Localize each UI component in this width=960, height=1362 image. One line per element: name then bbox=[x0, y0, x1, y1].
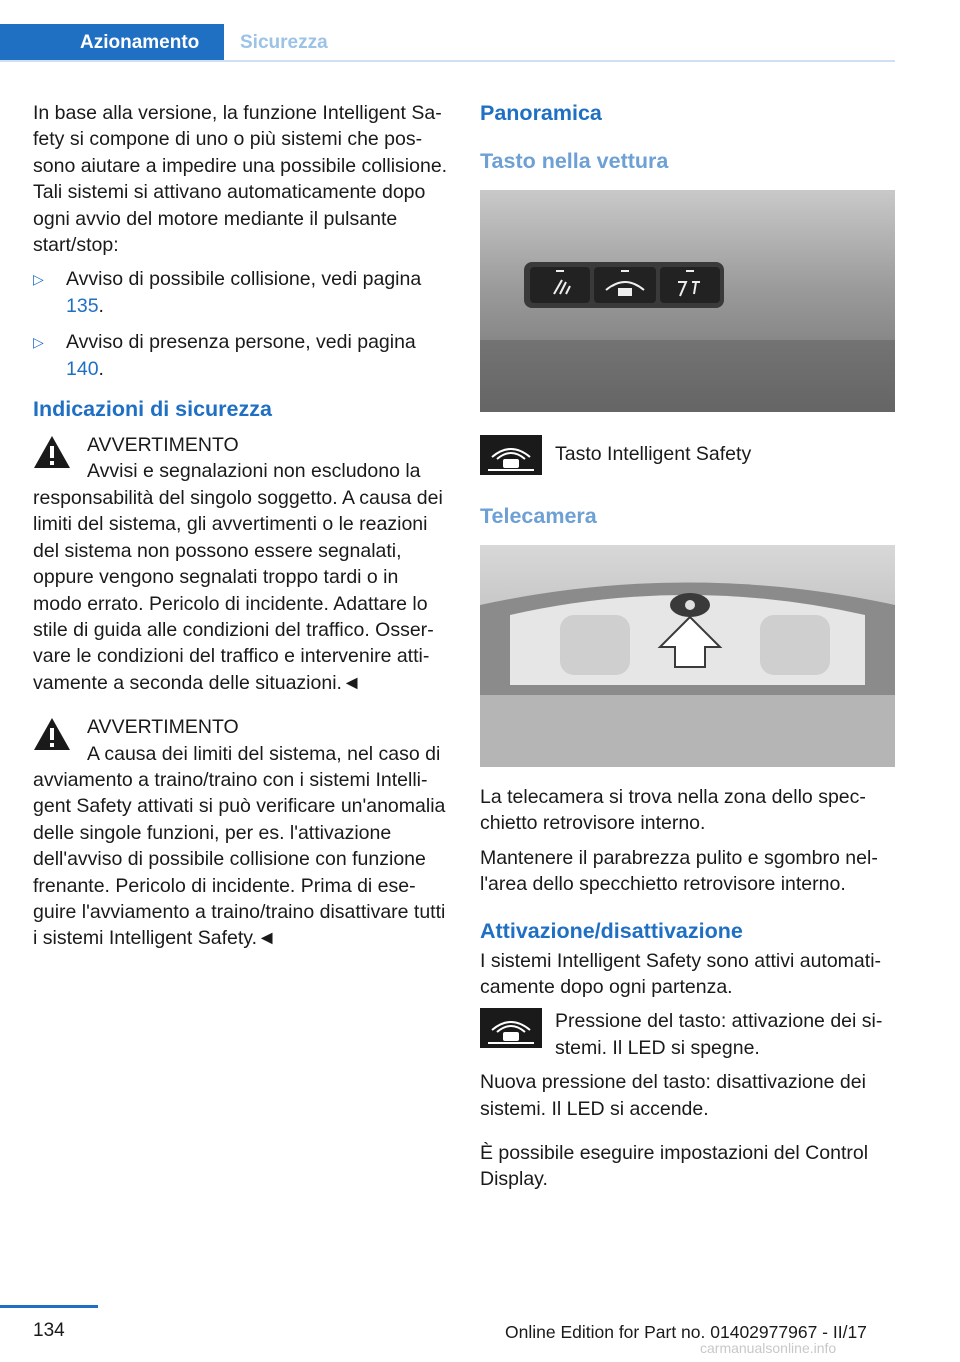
warning-text: A causa dei limiti del sistema, nel caso di avviamento a traino/traino con i sistemi Intelligent Safety attivati si può verificare un'anomalia delle singole funzioni, per es. l'attivazione dell'avviso di possibile collisione con funzione frenante. Pericolo di incidente. Prima di eseguire l'avviamento a traino/traino disattivare tutti i sistemi Intelligent Safety.◄ bbox=[33, 742, 446, 950]
key-press-text: Pressione del tasto: attivazione dei sistemi. Il LED si spegne. bbox=[555, 1010, 883, 1059]
list-item: ▷ Avviso di possibile collisione, vedi pagina 135. bbox=[33, 268, 422, 317]
intelligent-safety-key-icon bbox=[480, 435, 542, 475]
left-column bbox=[33, 100, 451, 960]
system-list bbox=[33, 266, 451, 382]
button-heading: Tasto nella vettura bbox=[480, 149, 669, 173]
list-item-text: Avviso di presenza persone, vedi pagina bbox=[66, 331, 416, 354]
activation-heading: Attivazione/disattivazione bbox=[480, 918, 743, 943]
activation-intro: I sistemi Intelligent Safety sono attivi automaticamente dopo ogni partenza. bbox=[480, 949, 882, 999]
header-divider bbox=[0, 60, 895, 62]
footer-accent-line bbox=[0, 1305, 98, 1308]
triangle-bullet-icon: ▷ bbox=[33, 271, 44, 288]
warning-icon bbox=[33, 434, 71, 470]
tab-sicurezza[interactable]: Sicurezza bbox=[240, 32, 328, 53]
list-item-text: Avviso di possibile collisione, vedi pagina bbox=[66, 268, 422, 291]
key-caption-row bbox=[480, 435, 895, 481]
warning-title: AVVERTIMENTO bbox=[87, 716, 239, 739]
key-repress-text: Nuova pressione del tasto: disattivazione dei sistemi. Il LED si accende. bbox=[480, 1071, 866, 1120]
intelligent-safety-key-icon bbox=[480, 1008, 542, 1048]
key-press-row bbox=[480, 1008, 895, 1061]
overview-heading: Panoramica bbox=[480, 101, 602, 125]
watermark: carmanualsonline.info bbox=[700, 1340, 837, 1356]
warning-block bbox=[33, 714, 451, 740]
safety-heading: Indicazioni di sicurezza bbox=[33, 397, 272, 422]
list-item: ▷ Avviso di presenza persone, vedi pagina 140. bbox=[33, 331, 416, 380]
warning-title: AVVERTIMENTO bbox=[87, 434, 239, 457]
tab-azionamento[interactable]: Azionamento bbox=[0, 24, 224, 62]
warning-icon bbox=[33, 716, 71, 752]
edition-footer: Online Edition for Part no. 01402977967 - II/17 bbox=[505, 1322, 867, 1342]
intro-paragraph: In base alla versione, la funzione Intelligent Safety si compone di uno o più sistemi che possono aiutare a impedire una possibile collisione. Tali sistemi si attivano automaticamente dopo ogni avvio del motore mediante il pulsante start/stop: bbox=[33, 102, 448, 257]
button-panel-photo bbox=[480, 190, 895, 412]
triangle-bullet-icon: ▷ bbox=[33, 334, 44, 351]
camera-clean-text: Mantenere il parabrezza pulito e sgombro nell'area dello specchietto retrovisore interno. bbox=[480, 846, 878, 896]
page-number: 134 bbox=[33, 1320, 65, 1341]
page-header bbox=[0, 0, 960, 62]
camera-photo bbox=[480, 545, 895, 767]
camera-location-text: La telecamera si trova nella zona dello specchietto retrovisore interno. bbox=[480, 786, 866, 835]
camera-heading: Telecamera bbox=[480, 504, 597, 528]
right-column bbox=[480, 100, 895, 1201]
key-caption: Tasto Intelligent Safety bbox=[555, 443, 752, 465]
warning-block bbox=[33, 432, 451, 458]
warning-text: Avvisi e segnalazioni non escludono la responsabilità del singolo soggetto. A causa dei limiti del sistema, gli avvertimenti o le reazioni del sistema non possono essere segnalati, oppure vengono segnalati troppo tardi o in modo errato. Pericolo di incidente. Adattare lo stile di guida alle condizioni del traffico. Osservare le condizioni del traffico e intervenire attivamente a seconda delle situazioni.◄ bbox=[33, 460, 443, 694]
page-link-140[interactable]: 140 bbox=[66, 357, 99, 380]
page-link-135[interactable]: 135 bbox=[66, 294, 99, 317]
control-display-text: È possibile eseguire impostazioni del Control Display. bbox=[480, 1142, 869, 1191]
